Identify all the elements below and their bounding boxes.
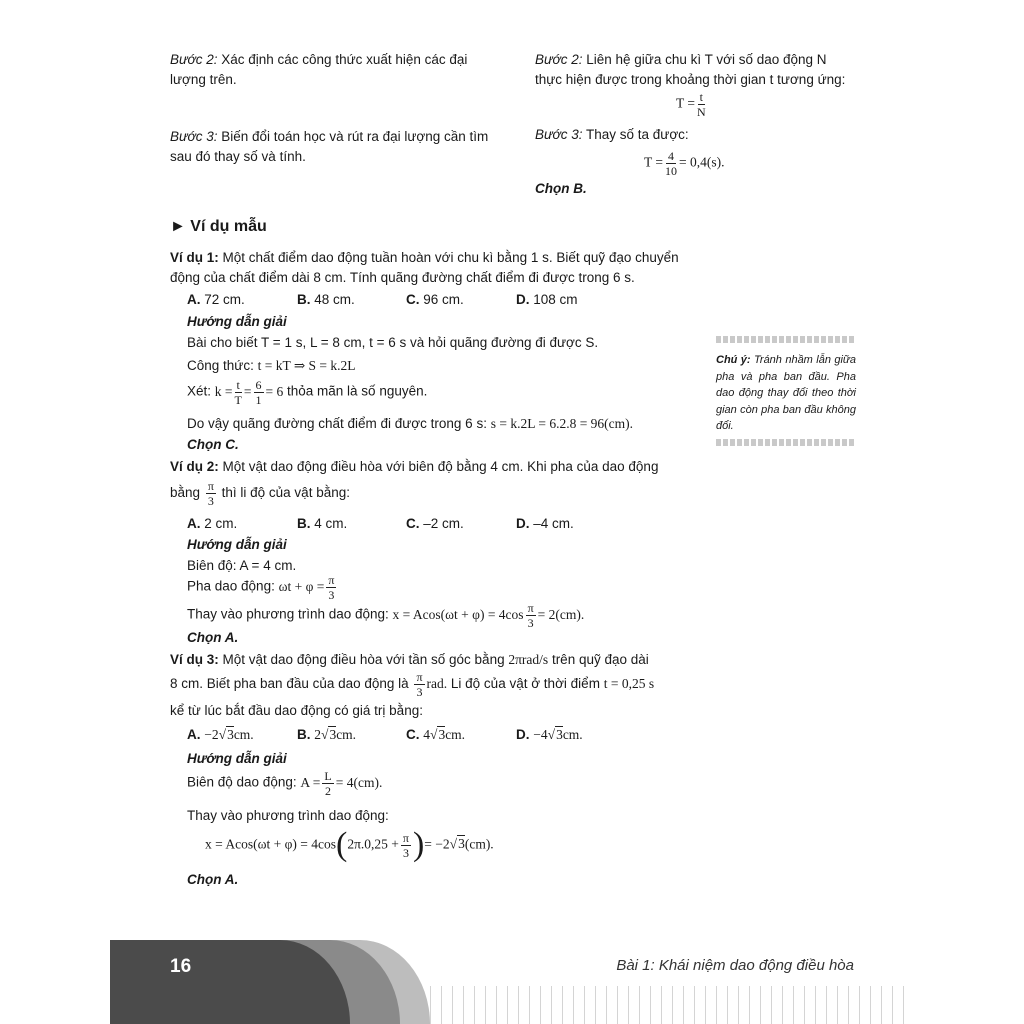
- option-key: D.: [516, 516, 530, 531]
- numerator: π: [207, 479, 214, 493]
- solution-text: Pha dao động:: [187, 578, 275, 594]
- example-label: Ví dụ 1:: [170, 250, 219, 265]
- fraction: [401, 832, 411, 859]
- denominator: 3: [527, 616, 534, 630]
- example-3-line-1: [170, 652, 649, 668]
- option-b: [297, 516, 347, 531]
- solution-text: Biên độ: A = 4 cm.: [187, 558, 297, 573]
- question-text: bằng: [170, 485, 201, 501]
- left-step-2: [170, 50, 500, 90]
- formula-period: [676, 91, 708, 118]
- option-value: −2: [204, 727, 219, 742]
- example-1-line-1: [170, 250, 679, 265]
- numerator: t: [699, 90, 703, 104]
- denominator: 3: [328, 588, 335, 602]
- formula-part: k =: [214, 383, 233, 399]
- step-label: Bước 2:: [535, 52, 583, 67]
- example-label: Ví dụ 2:: [170, 459, 219, 474]
- option-value: –2 cm.: [423, 516, 464, 531]
- radicand: 3: [556, 727, 563, 742]
- question-text: Một vật dao động điều hòa với biên độ bằng 4 cm. Khi pha của dao động: [222, 459, 659, 474]
- option-key: A.: [187, 727, 201, 742]
- numerator: π: [402, 830, 409, 845]
- option-value: 2 cm.: [204, 516, 238, 531]
- numerator: π: [328, 573, 335, 587]
- option-b: B. 2√3cm.: [297, 727, 357, 742]
- page-footer: [110, 940, 914, 1024]
- question-text: Li độ của vật ở thời điểm: [450, 676, 600, 692]
- numerator: 4: [668, 149, 674, 163]
- formula: rad.: [426, 676, 448, 692]
- formula-rhs: = 0,4(s).: [679, 154, 725, 170]
- question-text: Một vật dao động điều hòa với tần số góc bằng: [222, 652, 505, 667]
- formula: s = k.2L = 6.2.8 = 96(cm).: [490, 416, 634, 431]
- page-number: 16: [170, 956, 192, 977]
- side-note: [716, 336, 856, 446]
- example-1-line-2: động của chất điểm dài 8 cm. Tính quãng đường chất điểm đi được trong 6 s.: [170, 270, 635, 285]
- solution-line: Thay vào phương trình dao động:: [187, 808, 389, 823]
- radicand: 3: [458, 836, 465, 852]
- lesson-title: Bài 1: Khái niệm dao động điều hòa: [616, 957, 854, 974]
- option-value: 4 cm.: [314, 516, 348, 531]
- option-value: 48 cm.: [314, 292, 355, 307]
- formula: t = 0,25 s: [603, 676, 655, 692]
- formula-part: 2π.0,25 +: [347, 836, 399, 852]
- example-label: Ví dụ 3:: [170, 652, 219, 667]
- numerator: π: [527, 601, 534, 615]
- question-text: trên quỹ đạo dài: [551, 652, 649, 667]
- option-value: 96 cm.: [423, 292, 464, 307]
- formula-lhs: T =: [644, 154, 663, 170]
- solution-heading: Hướng dẫn giải: [187, 537, 287, 552]
- denominator: 10: [665, 164, 677, 178]
- option-c: C. 4√3cm.: [406, 727, 466, 742]
- formula-part: = −2: [424, 836, 450, 852]
- note-body: Tránh nhầm lẫn giữa pha và pha ban đầu. Pha dao động thay đổi theo thời gian còn pha ban đầu không đổi.: [716, 354, 856, 432]
- option-key: C.: [406, 727, 420, 742]
- formula: 2πrad/s: [508, 652, 549, 667]
- note-label: Chú ý:: [716, 354, 751, 366]
- right-step-2: [535, 50, 857, 90]
- option-key: D.: [516, 292, 530, 307]
- step-label: Bước 3:: [170, 129, 218, 144]
- option-unit: cm.: [336, 727, 357, 742]
- solution-text: Công thức:: [187, 358, 254, 373]
- fraction: [322, 770, 333, 797]
- option-c: [406, 516, 464, 531]
- solution-line: [187, 602, 584, 629]
- numerator: π: [416, 670, 423, 684]
- fraction: [665, 150, 677, 177]
- note-border-bottom: [716, 439, 856, 446]
- formula-part: (cm).: [464, 836, 494, 852]
- formula-part: =: [243, 383, 252, 399]
- radicand: 3: [227, 727, 234, 742]
- solution-text: Do vậy quãng đường chất điểm đi được trong 6 s:: [187, 416, 487, 431]
- option-key: A.: [187, 516, 201, 531]
- formula-part: x = Acos(ωt + φ) = 4cos: [205, 836, 337, 852]
- option-value: 72 cm.: [204, 292, 245, 307]
- answer-choice: Chọn C.: [187, 437, 239, 452]
- denominator: 2: [325, 784, 332, 798]
- option-d: D. −4√3cm.: [516, 727, 583, 742]
- right-step-3: [535, 127, 689, 142]
- paren-close: ): [412, 826, 425, 863]
- solution-heading: Hướng dẫn giải: [187, 314, 287, 329]
- option-value: −4: [533, 727, 548, 742]
- question-text: Một chất điểm dao động tuần hoàn với chu kì bằng 1 s. Biết quỹ đạo chuyển: [222, 250, 679, 265]
- solution-line: [187, 358, 356, 374]
- solution-text: Xét:: [187, 383, 212, 399]
- fraction: [254, 379, 264, 406]
- answer-choice: Chọn B.: [535, 181, 587, 196]
- fraction: [697, 91, 706, 118]
- solution-line: [187, 574, 338, 601]
- solution-line: Bài cho biết T = 1 s, L = 8 cm, t = 6 s và hỏi quãng đường đi được S.: [187, 335, 599, 350]
- radicand: 3: [438, 727, 446, 742]
- note-border-top: [716, 336, 856, 343]
- footer-stripes: [430, 986, 914, 1024]
- option-a: [187, 292, 245, 307]
- option-unit: cm.: [562, 727, 583, 742]
- formula: ωt + φ =: [278, 578, 325, 594]
- option-unit: cm.: [445, 727, 466, 742]
- option-d: [516, 292, 578, 307]
- option-a: A. −2√3cm.: [187, 727, 254, 742]
- option-unit: cm.: [233, 727, 254, 742]
- solution-line: [187, 379, 427, 406]
- option-c: [406, 292, 464, 307]
- example-3-line-2: [170, 671, 654, 698]
- paren-open: (: [336, 826, 348, 863]
- option-key: B.: [297, 292, 311, 307]
- step-text: Biến đổi toán học và rút ra đại lượng cần tìm sau đó thay số và tính.: [170, 129, 489, 164]
- option-key: C.: [406, 516, 420, 531]
- step-label: Bước 3:: [535, 127, 583, 142]
- formula-part: A =: [300, 774, 321, 790]
- denominator: T: [234, 393, 242, 407]
- solution-text: Biên độ dao động:: [187, 774, 297, 790]
- numerator: t: [236, 378, 240, 392]
- option-value: 4: [423, 727, 431, 742]
- formula-result: [644, 150, 724, 177]
- solution-text: Thay vào phương trình dao động:: [187, 606, 389, 622]
- numerator: 6: [255, 378, 262, 392]
- question-text: 8 cm. Biết pha ban đầu của dao động là: [170, 676, 409, 692]
- solution-line: [187, 558, 296, 573]
- option-key: D.: [516, 727, 530, 742]
- solution-text: thỏa mãn là số nguyên.: [287, 383, 428, 399]
- option-a: [187, 516, 237, 531]
- option-key: B.: [297, 516, 311, 531]
- formula-part: = 4(cm).: [335, 774, 383, 790]
- denominator: 3: [402, 845, 409, 860]
- step-label: Bước 2:: [170, 52, 218, 67]
- step-text: Xác định các công thức xuất hiện các đại lượng trên.: [170, 52, 468, 87]
- option-d: [516, 516, 574, 531]
- formula-part: = 6: [265, 383, 284, 399]
- option-key: B.: [297, 727, 311, 742]
- denominator: 3: [207, 494, 214, 508]
- step-text: Thay số ta được:: [586, 127, 689, 142]
- solution-line: [187, 770, 382, 797]
- example-2-line-2: [170, 480, 350, 507]
- numerator: L: [324, 769, 332, 783]
- formula: = 2(cm).: [537, 606, 585, 622]
- fraction: [206, 480, 216, 507]
- radicand: 3: [329, 727, 337, 742]
- footer-wave-dark: [110, 940, 350, 1024]
- answer-choice: Chọn A.: [187, 872, 239, 887]
- option-value: 108 cm: [533, 292, 578, 307]
- denominator: N: [697, 105, 706, 119]
- denominator: 3: [416, 685, 423, 699]
- option-b: [297, 292, 355, 307]
- option-key: A.: [187, 292, 201, 307]
- solution-line: [187, 416, 633, 432]
- fraction: [414, 671, 424, 698]
- option-value: 2: [314, 727, 322, 742]
- fraction: [235, 379, 242, 406]
- fraction: [526, 602, 536, 629]
- step-text: Liên hệ giữa chu kì T với số dao động N thực hiện được trong khoảng thời gian t tương ứng:: [535, 52, 846, 87]
- option-key: C.: [406, 292, 420, 307]
- formula: x = Acos(ωt + φ) = 4cos: [392, 606, 524, 622]
- solution-heading: Hướng dẫn giải: [187, 751, 287, 766]
- denominator: 1: [255, 393, 262, 407]
- fraction: [326, 574, 336, 601]
- answer-choice: Chọn A.: [187, 630, 239, 645]
- option-value: –4 cm.: [533, 516, 574, 531]
- question-text: thì li độ của vật bằng:: [221, 485, 350, 501]
- example-3-line-3: kể từ lúc bắt đầu dao động có giá trị bằng:: [170, 703, 423, 718]
- left-step-3: [170, 127, 500, 167]
- section-title: ► Ví dụ mẫu: [170, 218, 267, 235]
- solution-formula: x = Acos(ωt + φ) = 4cos(2π.0,25 + $\frac{\pi}{3}$ )= −2√3(cm).: [205, 826, 494, 863]
- example-2-line-1: [170, 459, 658, 474]
- formula: t = kT ⇒ S = k.2L: [257, 358, 356, 373]
- formula-lhs: T =: [676, 95, 695, 111]
- note-text: [716, 343, 856, 439]
